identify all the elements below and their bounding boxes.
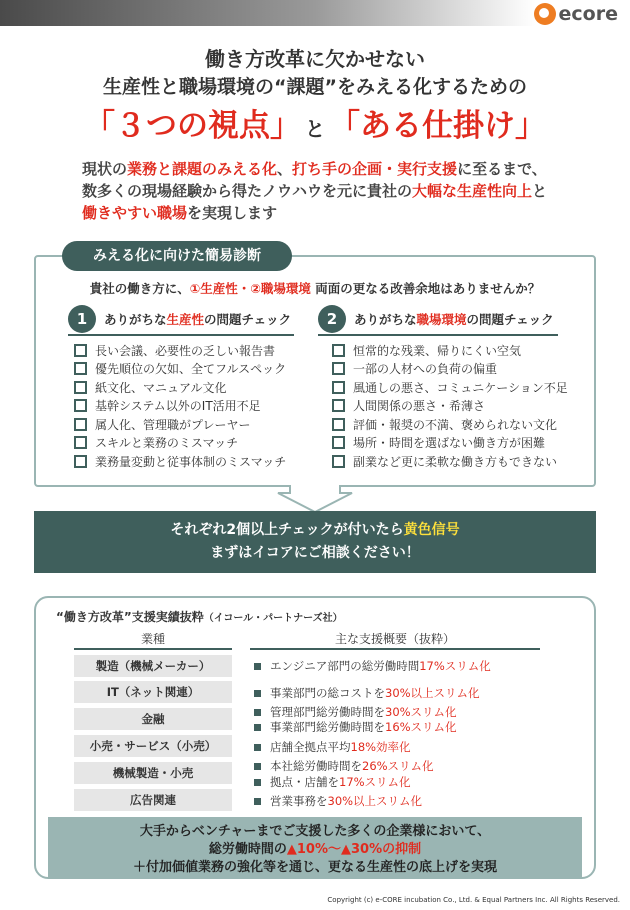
support-item xyxy=(254,793,422,809)
checklist-item[interactable] xyxy=(74,397,286,416)
checklist-label: 人間関係の悪さ・希薄さ xyxy=(353,399,486,414)
industry-cell: IT（ネット関連） xyxy=(74,681,232,703)
support-highlight: 30%スリム化 xyxy=(385,705,457,719)
checkbox-icon[interactable] xyxy=(332,455,345,468)
diagnosis-title: みえる化に向けた簡易診断 xyxy=(62,241,292,271)
bullet-square-icon xyxy=(254,663,261,670)
intro-text: を実現します xyxy=(187,204,278,222)
summary-text: 総労働時間の xyxy=(208,842,287,857)
checklist-label: 副業など更に柔軟な働き方もできない xyxy=(353,454,558,469)
support-text: 事業部門総労働時間を xyxy=(270,720,385,734)
checklist-item[interactable] xyxy=(74,360,286,379)
check-header-highlight: 生産性 xyxy=(166,312,205,327)
bullet-square-icon xyxy=(254,709,261,716)
divider xyxy=(250,648,540,650)
checklist-item[interactable] xyxy=(332,434,568,453)
bullet-square-icon xyxy=(254,798,261,805)
intro-text: 数多くの現場経験から得たノウハウを元に貴社の xyxy=(82,182,413,200)
support-item xyxy=(254,719,457,735)
productivity-check-header xyxy=(68,305,291,333)
signal-yellow-highlight: 黄色信号 xyxy=(403,522,460,538)
workplace-check-header xyxy=(318,305,554,333)
records-title-text: “働き方改革”支援実績抜粋 xyxy=(56,610,204,624)
checklist-item[interactable] xyxy=(332,341,568,360)
checklist-item[interactable] xyxy=(74,452,286,471)
divider xyxy=(68,334,294,336)
checklist-item[interactable] xyxy=(74,415,286,434)
support-item xyxy=(254,685,480,701)
checklist-item[interactable] xyxy=(332,415,568,434)
checkbox-icon[interactable] xyxy=(74,436,87,449)
support-item xyxy=(254,758,434,774)
workplace-checklist xyxy=(332,341,568,471)
bullet-square-icon xyxy=(254,690,261,697)
signal-text: それぞれ2個以上チェックが付いたら xyxy=(170,522,404,538)
divider xyxy=(74,648,232,650)
headline-mechanism: 「ある仕掛け」 xyxy=(329,108,546,144)
signal-cta: まずはイコアにご相談ください！ xyxy=(210,545,420,561)
support-text: エンジニア部門の総労働時間 xyxy=(270,659,420,673)
summary-banner xyxy=(48,817,582,879)
question-text: 貴社の働き方に、 xyxy=(89,281,190,296)
checklist-label: 属人化、管理職がプレーヤー xyxy=(95,417,251,432)
check-header-highlight: 職場環境 xyxy=(416,312,467,327)
support-highlight: 18%効率化 xyxy=(350,740,411,754)
checklist-item[interactable] xyxy=(74,378,286,397)
checklist-label: スキルと業務のミスマッチ xyxy=(95,436,239,451)
checklist-label: 評価・報奨の不満、褒められない文化 xyxy=(353,417,558,432)
logo-text: ecore xyxy=(558,3,618,25)
summary-line3: ＋付加価値業務の強化等を通じ、更なる生産性の底上げを実現 xyxy=(132,860,497,875)
checklist-item[interactable] xyxy=(332,360,568,379)
checklist-label: 恒常的な残業、帰りにくい空気 xyxy=(353,343,522,358)
divider xyxy=(318,334,558,336)
support-text: 店舗全拠点平均 xyxy=(270,740,351,754)
question-dot: ・ xyxy=(237,281,251,296)
check-header-text: の問題チェック xyxy=(466,312,554,327)
intro-text: と xyxy=(532,182,548,200)
support-highlight: 16%スリム化 xyxy=(385,720,457,734)
support-highlight: 26%スリム化 xyxy=(362,759,434,773)
checkbox-icon[interactable] xyxy=(74,344,87,357)
warning-signal-banner xyxy=(34,511,596,573)
intro-highlight: 働きやすい職場 xyxy=(82,204,188,222)
support-highlight: 17%スリム化 xyxy=(339,775,411,789)
checkbox-icon[interactable] xyxy=(74,381,87,394)
checklist-item[interactable] xyxy=(74,341,286,360)
check-header-text: の問題チェック xyxy=(204,312,292,327)
diagnosis-question xyxy=(34,279,596,297)
checklist-label: 風通しの悪さ、コミュニケーション不足 xyxy=(353,380,568,395)
checkbox-icon[interactable] xyxy=(74,399,87,412)
checklist-label: 基幹システム以外のIT活用不足 xyxy=(95,399,261,414)
support-item xyxy=(254,739,411,755)
checkbox-icon[interactable] xyxy=(332,399,345,412)
support-text: 管理部門総労働時間を xyxy=(270,705,385,719)
support-highlight: 30%以上スリム化 xyxy=(385,686,480,700)
checkbox-icon[interactable] xyxy=(332,344,345,357)
support-item xyxy=(254,774,411,790)
question-text: 両面の更なる改善余地はありませんか？ xyxy=(310,281,541,296)
intro-highlight: 業務と課題のみえる化 xyxy=(127,160,278,178)
column-header-support: 主な支援概要（抜粋） xyxy=(334,632,455,646)
checkbox-icon[interactable] xyxy=(74,418,87,431)
checklist-label: 紙文化、マニュアル文化 xyxy=(95,380,227,395)
checklist-item[interactable] xyxy=(332,452,568,471)
headline-and: と xyxy=(305,117,325,141)
industry-cell: 製造（機械メーカー） xyxy=(74,655,232,677)
checkbox-icon[interactable] xyxy=(332,381,345,394)
intro-highlight: 大幅な生産性向上 xyxy=(412,182,533,200)
bullet-square-icon xyxy=(254,724,261,731)
support-item xyxy=(254,658,491,674)
checklist-item[interactable] xyxy=(332,397,568,416)
copyright-notice: Copyright (c) e-CORE incubation Co., Ltd. & Equal Partners Inc. All Rights Reserved. xyxy=(327,896,620,904)
checklist-item[interactable] xyxy=(332,378,568,397)
industry-cell: 小売・サービス（小売） xyxy=(74,735,232,757)
summary-highlight: ▲10%～▲30%の抑制 xyxy=(286,842,422,857)
checklist-label: 業務量変動と従事体制のミスマッチ xyxy=(95,454,287,469)
bullet-square-icon xyxy=(254,763,261,770)
checkbox-icon[interactable] xyxy=(332,418,345,431)
checkbox-icon[interactable] xyxy=(332,362,345,375)
support-text: 拠点・店舗を xyxy=(270,775,339,789)
checklist-item[interactable] xyxy=(74,434,286,453)
intro-text: に至るまで、 xyxy=(457,160,547,178)
support-highlight: 17%スリム化 xyxy=(419,659,491,673)
support-text: 営業事務を xyxy=(270,794,328,808)
intro-text: 、 xyxy=(277,160,293,178)
industry-cell: 機械製造・小売 xyxy=(74,762,232,784)
records-subtitle: （イコール・パートナーズ社） xyxy=(203,613,343,624)
bullet-square-icon xyxy=(254,779,261,786)
question-productivity: ①生産性 xyxy=(189,281,238,296)
check-header-text: ありがちな xyxy=(354,312,417,327)
headline-line1: 働き方改革に欠かせない xyxy=(205,47,425,71)
records-title xyxy=(56,608,343,625)
support-highlight: 30%以上スリム化 xyxy=(327,794,423,808)
intro-highlight: 打ち手の企画・実行支援 xyxy=(292,160,458,178)
checkbox-icon[interactable] xyxy=(74,455,87,468)
industry-cell: 広告関連 xyxy=(74,789,232,811)
headline-line2: 生産性と職場環境の“課題”をみえる化するための xyxy=(103,76,527,98)
check-header-text: ありがちな xyxy=(104,312,167,327)
checklist-label: 場所・時間を選ばない働き方が困難 xyxy=(353,436,546,451)
industry-cell: 金融 xyxy=(74,708,232,730)
checklist-label: 優先順位の欠如、全てフルスペック xyxy=(95,362,287,377)
bullet-square-icon xyxy=(254,744,261,751)
checklist-label: 長い会議、必要性の乏しい報告書 xyxy=(95,343,276,358)
headline-three-views: 「３つの視点」 xyxy=(84,108,301,144)
support-text: 本社総労働時間を xyxy=(270,759,362,773)
support-item xyxy=(254,704,457,720)
intro-text: 現状の xyxy=(82,160,128,178)
column-header-industry: 業種 xyxy=(140,632,165,646)
support-text: 事業部門の総コストを xyxy=(270,686,385,700)
checklist-label: 一部の人材への負荷の偏重 xyxy=(353,362,498,377)
productivity-checklist xyxy=(74,341,286,471)
summary-line1: 大手からベンチャーまでご支援した多くの企業様において、 xyxy=(139,824,491,839)
question-workplace: ②職場環境 xyxy=(250,281,311,296)
checkbox-icon[interactable] xyxy=(332,436,345,449)
number-badge: 1 xyxy=(68,305,96,333)
number-badge: 2 xyxy=(318,305,346,333)
checkbox-icon[interactable] xyxy=(74,362,87,375)
